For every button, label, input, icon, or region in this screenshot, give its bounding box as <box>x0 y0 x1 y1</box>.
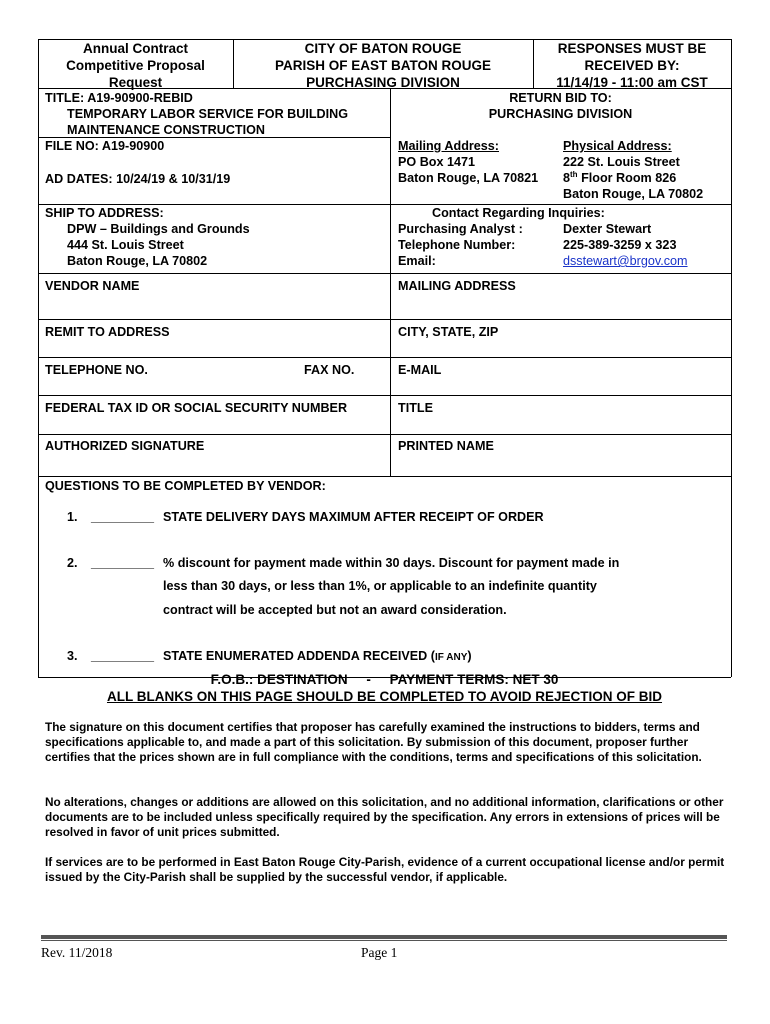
city-state-zip-label: CITY, STATE, ZIP <box>398 325 499 339</box>
question-2-number: 2. <box>67 556 78 570</box>
floor-suffix: th <box>570 169 578 179</box>
email-link[interactable]: dsstewart@brgov.com <box>563 254 688 268</box>
title-field-label: TITLE <box>398 401 433 415</box>
mailing-address-label: Mailing Address: <box>398 139 499 153</box>
header-center-line: PURCHASING DIVISION <box>306 75 460 90</box>
title-line-2: TEMPORARY LABOR SERVICE FOR BUILDING <box>67 107 349 121</box>
ship-to-line: Baton Rouge, LA 70802 <box>67 254 208 268</box>
footer-rule-thick <box>41 935 727 939</box>
question-3-number: 3. <box>67 649 78 663</box>
telephone-label: TELEPHONE NO. <box>45 363 148 377</box>
floor-number: 8 <box>563 171 571 185</box>
ship-to-line: DPW – Buildings and Grounds <box>67 222 250 236</box>
question-3-main: STATE ENUMERATED ADDENDA RECEIVED ( <box>163 649 435 663</box>
box-right-border <box>731 39 732 677</box>
alterations-paragraph: No alterations, changes or additions are allowed on this solicitation, and no additional information, clarifications or other documents are to be included unless specifically required by the specification. Any errors in extensions of prices will be resolved in favor of unit prices submitted. <box>45 795 724 839</box>
license-paragraph: If services are to be performed in East Baton Rouge City-Parish, evidence of a current occupational license and/or permit issued by the City-Parish shall be supplied by the successful vendor, if applicable. <box>45 855 725 884</box>
signature-separator <box>38 434 731 435</box>
header-left-block <box>38 40 233 91</box>
physical-address-line-floor <box>563 170 703 186</box>
middle-divider <box>390 88 391 476</box>
file-number: FILE NO: A19-90900 <box>45 139 165 153</box>
analyst-label: Purchasing Analyst : <box>398 222 523 236</box>
question-2-line-3: contract will be accepted but not an award consideration. <box>163 603 507 617</box>
physical-address-line: Baton Rouge, LA 70802 <box>563 187 704 201</box>
physical-address-block <box>563 138 703 202</box>
header-center-line: PARISH OF EAST BATON ROUGE <box>274 58 491 73</box>
phone-label: Telephone Number: <box>398 238 516 252</box>
header-center-block <box>233 40 533 91</box>
question-1-text: STATE DELIVERY DAYS MAXIMUM AFTER RECEIPT OF ORDER <box>163 510 544 524</box>
header-right-line: 11/14/19 - 11:00 am CST <box>556 75 708 90</box>
question-1-number: 1. <box>67 510 78 524</box>
header-left-line: Annual Contract <box>82 41 188 56</box>
email-label: Email: <box>398 254 436 268</box>
questions-separator <box>38 476 731 477</box>
question-2-blank[interactable]: _________ <box>91 556 155 570</box>
question-3-blank[interactable]: _________ <box>91 649 155 663</box>
contact-heading: Contact Regarding Inquiries: <box>432 206 605 220</box>
taxid-separator <box>38 395 731 396</box>
question-3-close: ) <box>467 649 472 663</box>
remit-separator <box>38 319 731 320</box>
analyst-name: Dexter Stewart <box>563 222 652 236</box>
question-3-text <box>163 648 472 666</box>
return-bid-line: RETURN BID TO: <box>509 91 612 105</box>
header-right-block <box>533 40 731 91</box>
fax-label: FAX NO. <box>304 363 355 377</box>
floor-room: Floor Room 826 <box>577 171 677 185</box>
return-bid-block <box>390 90 731 122</box>
mailing-address-line: Baton Rouge, LA 70821 <box>398 171 539 185</box>
remit-to-label: REMIT TO ADDRESS <box>45 325 170 339</box>
authorized-signature-label: AUTHORIZED SIGNATURE <box>45 439 205 453</box>
physical-address-label: Physical Address: <box>563 139 672 153</box>
blanks-warning: ALL BLANKS ON THIS PAGE SHOULD BE COMPLETED TO AVOID REJECTION OF BID <box>106 689 663 704</box>
return-bid-line: PURCHASING DIVISION <box>488 107 633 121</box>
ship-to-block <box>45 205 250 269</box>
revision-label: Rev. 11/2018 <box>41 945 113 960</box>
mailing-address-field-label: MAILING ADDRESS <box>398 279 516 293</box>
fob-terms: F.O.B.: DESTINATION - PAYMENT TERMS: NET 30 <box>210 672 559 687</box>
questions-heading: QUESTIONS TO BE COMPLETED BY VENDOR: <box>45 479 326 493</box>
header-right-line: RESPONSES MUST BE <box>557 41 707 56</box>
footer-rule-thin <box>41 940 727 941</box>
title-block <box>45 90 348 138</box>
tax-id-label: FEDERAL TAX ID OR SOCIAL SECURITY NUMBER <box>45 401 348 415</box>
ad-dates: AD DATES: 10/24/19 & 10/31/19 <box>45 172 231 186</box>
header-left-line: Request <box>108 75 163 90</box>
title-line-3: MAINTENANCE CONSTRUCTION <box>67 123 265 137</box>
phone-number: 225-389-3259 x 323 <box>563 238 677 252</box>
page-number: Page 1 <box>361 945 398 960</box>
email-field-label: E-MAIL <box>398 363 442 377</box>
mailing-address-block <box>398 138 538 186</box>
header-left-line: Competitive Proposal <box>66 58 205 73</box>
physical-address-line: 222 St. Louis Street <box>563 155 680 169</box>
vendor-separator <box>38 273 731 274</box>
box-left-border <box>38 39 39 677</box>
ship-to-line: 444 St. Louis Street <box>67 238 184 252</box>
ship-to-label: SHIP TO ADDRESS: <box>45 206 164 220</box>
question-2-line-1: % discount for payment made within 30 days. Discount for payment made in <box>163 556 620 570</box>
telephone-separator <box>38 357 731 358</box>
mailing-address-line: PO Box 1471 <box>398 155 476 169</box>
vendor-name-label: VENDOR NAME <box>45 279 140 293</box>
question-3-if-any: IF ANY <box>434 652 468 663</box>
title-line-1: TITLE: A19-90900-REBID <box>45 91 193 105</box>
question-1-blank[interactable]: _________ <box>91 510 155 524</box>
header-center-line: CITY OF BATON ROUGE <box>304 41 462 56</box>
printed-name-label: PRINTED NAME <box>398 439 494 453</box>
certification-paragraph: The signature on this document certifies that proposer has carefully examined the instructions to bidders, terms and specifications applicable to, and made a part of this solicitation. By submission of this document, proposer further certifies that the prices shown are in full compliance with the conditions, terms and specifications of this solicitation. <box>45 720 702 764</box>
question-2-line-2: less than 30 days, or less than 1%, or applicable to an indefinite quantity <box>163 579 597 593</box>
header-right-line: RECEIVED BY: <box>584 58 680 73</box>
